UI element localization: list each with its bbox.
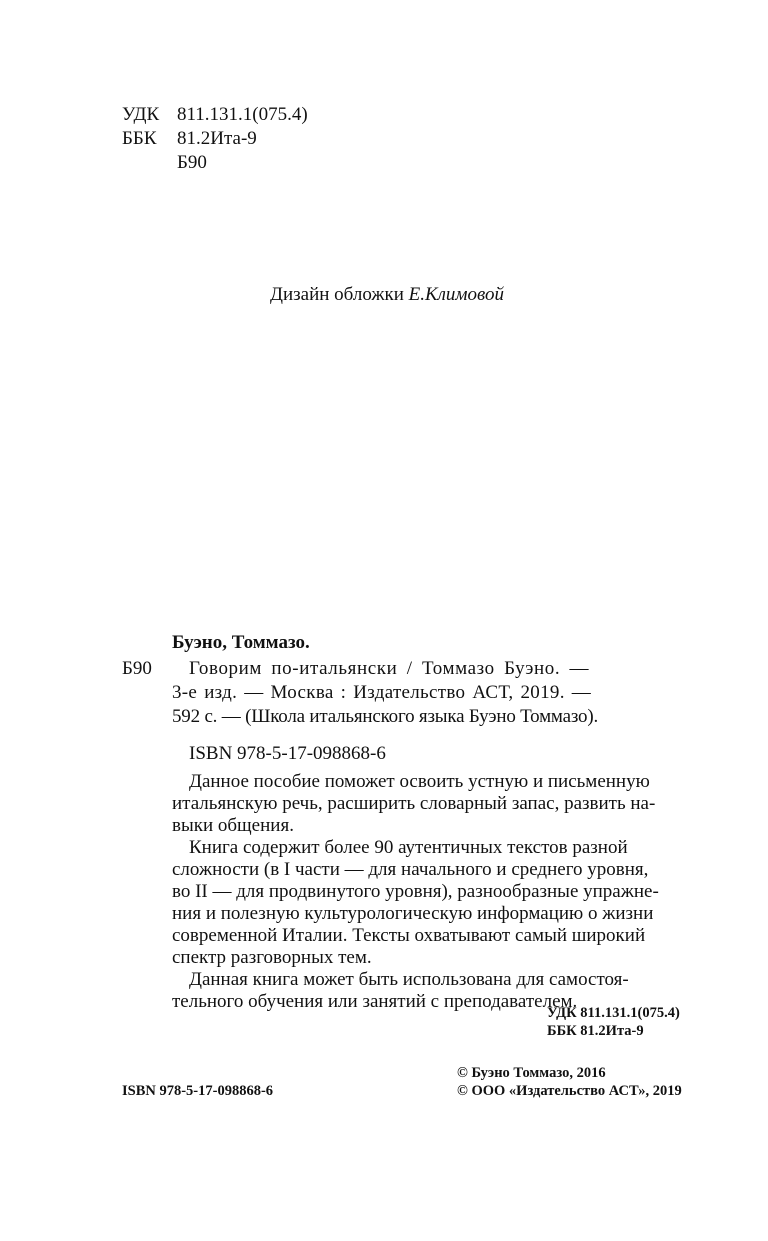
annotation-paragraph-2 (172, 837, 692, 969)
annotation-line: современной Италии. Тексты охватывают самый широкий (172, 925, 646, 946)
copyright-publisher: © ООО «Издательство АСТ», 2019 (457, 1083, 682, 1099)
catalog-line-1: Говорим по-итальянски / Томмазо Буэно. — (189, 658, 590, 679)
catalog-line-2: 3-е изд. — Москва : Издательство АСТ, 2019. — (172, 682, 592, 703)
card-footer-udk: УДК 811.131.1(075.4) (547, 1005, 680, 1021)
catalog-author-mark: Б90 (122, 658, 152, 679)
designer-name: Е.Климовой (408, 284, 505, 305)
cover-design-credit (270, 284, 504, 306)
udk-code: УДК (122, 104, 160, 125)
annotation-line: тельного обучения или занятий с преподавателем. (172, 991, 578, 1012)
classification-block (122, 103, 382, 183)
imprint-isbn: ISBN 978-5-17-098868-6 (122, 1083, 274, 1099)
annotation-line: Данное пособие поможет освоить устную и письменную (189, 771, 650, 792)
annotation-line: ния и полезную культурологическую информацию о жизни (172, 903, 654, 924)
annotation-line: выки общения. (172, 815, 294, 836)
design-credit-prefix: Дизайн обложки (270, 284, 404, 305)
annotation-line: спектр разговорных тем. (172, 947, 372, 968)
catalog-author-heading: Буэно, Томмазо. (172, 632, 310, 653)
catalog-line-3: 592 с. — (Школа итальянского языка Буэно Томмазо). (172, 706, 599, 727)
bbk-value: 81.2Ита-9 (177, 128, 257, 149)
annotation-line: во II — для продвинутого уровня), разнообразные упражне- (172, 881, 659, 902)
annotation-line: сложности (в I части — для начального и среднего уровня, (172, 859, 649, 880)
annotation-line: Данная книга может быть использована для самостоя- (189, 969, 629, 990)
udk-value: 811.131.1(075.4) (177, 104, 308, 125)
classification-author-mark: Б90 (177, 152, 207, 173)
annotation-line: Книга содержит более 90 аутентичных текстов разной (189, 837, 628, 858)
annotation-paragraph-1 (172, 771, 692, 837)
catalog-isbn: ISBN 978-5-17-098868-6 (189, 743, 386, 764)
card-footer-bbk: ББК 81.2Ита-9 (547, 1023, 644, 1039)
copyright-author: © Буэно Томмазо, 2016 (457, 1065, 606, 1081)
annotation-line: итальянскую речь, расширить словарный запас, развить на- (172, 793, 656, 814)
bbk-code: ББК (122, 128, 157, 149)
